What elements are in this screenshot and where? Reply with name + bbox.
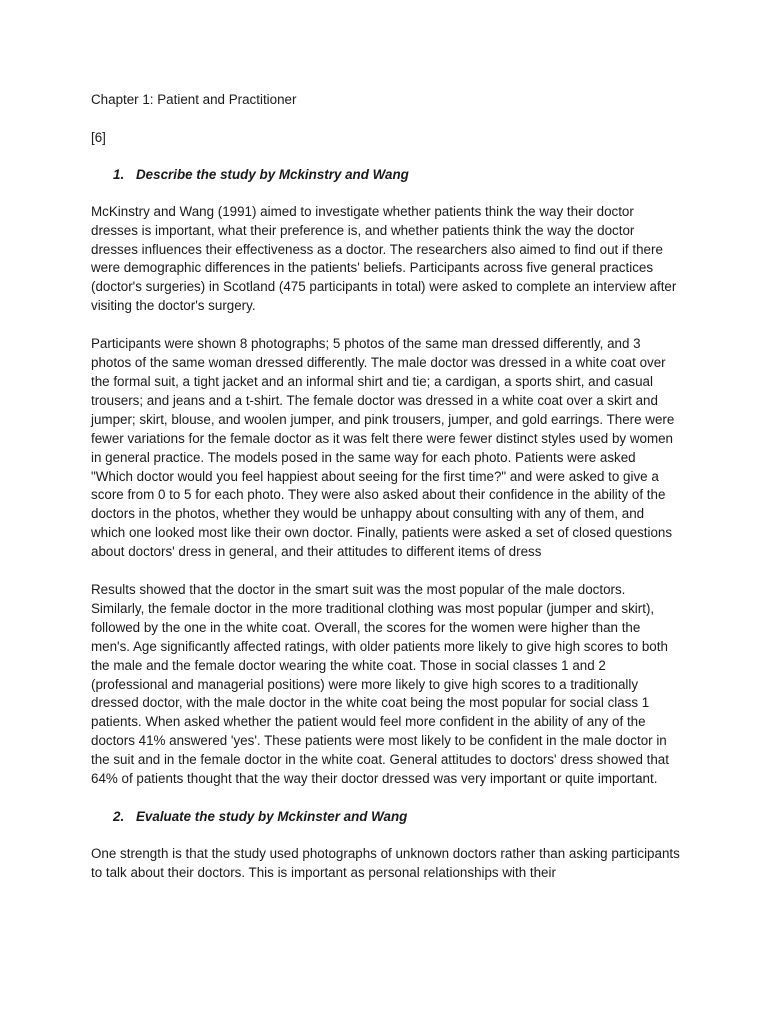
paragraph-aims: McKinstry and Wang (1991) aimed to investigate whether patients think the way their doctor dresses is important, what their preference is, and whether patients think the way the doctor dresses influences their effectiveness as a doctor. The researchers also aimed to find out if there were demographic differences in the patients' beliefs. Participants across five general practices (doctor's surgeries) in Scotland (475 participants in total) were asked to complete an interview after visiting the doctor's surgery.: [91, 203, 677, 314]
question-2-heading: [91, 808, 681, 827]
question-1-text: Describe the study by Mckinstry and Wang: [136, 166, 409, 182]
question-1-heading: [91, 166, 681, 185]
paragraph-evaluation: One strength is that the study used photographs of unknown doctors rather than asking participants to talk about their doctors. This is important as personal relationships with their: [91, 845, 680, 880]
question-2-text: Evaluate the study by Mckinster and Wang: [136, 809, 408, 824]
paragraph-results: Results showed that the doctor in the smart suit was the most popular of the male doctors. Similarly, the female doctor in the more traditional clothing was most popular (jumper and skirt), followed by the one in the white coat. Overall, the scores for the women were higher than the men's. Age significantly affected ratings, with older patients more likely to give high scores to both the male and the female doctor wearing the white coat. Those in social classes 1 and 2 (professional and managerial positions) were more likely to give high scores to a traditionally dressed doctor, with the male doctor in the white coat being the most popular for social class 1 patients. When asked whether the patient would feel more confident in the ability of any of the doctors 41% answered 'yes'. These patients were most likely to be confident in the male doctor in the suit and in the female doctor in the white coat. General attitudes to doctors' dress showed that 64% of patients thought that the way their doctor dressed was very important or quite important.: [91, 582, 669, 787]
reference-number: [6]: [91, 129, 106, 145]
chapter-title: Chapter 1: Patient and Practitioner: [91, 92, 297, 107]
question-1-number: 1.: [113, 166, 125, 182]
question-2-number: 2.: [113, 809, 125, 824]
document-body: [91, 91, 681, 902]
paragraph-procedure: Participants were shown 8 photographs; 5 photos of the same man dressed differently, and 3 photos of the same woman dressed differently. The male doctor was dressed in a white coat over the formal suit, a tight jacket and an informal shirt and tie; a cardigan, a sports shirt, and casual trousers; and jeans and a t-shirt. The female doctor was dressed in a white coat over a skirt and jumper; skirt, blouse, and woolen jumper, and pink trousers, jumper, and gold earrings. There were fewer variations for the female doctor as it was felt there were fewer distinct styles used by women in general practice. The models posed in the same way for each photo. Patients were asked "Which doctor would you feel happiest about seeing for the first time?" and were asked to give a score from 0 to 5 for each photo. They were also asked about their confidence in the ability of the doctors in the photos, whether they would be unhappy about consulting with any of them, and which one looked most like their own doctor. Finally, patients were asked a set of closed questions about doctors' dress in general, and their attitudes to different items of dress: [91, 336, 675, 560]
